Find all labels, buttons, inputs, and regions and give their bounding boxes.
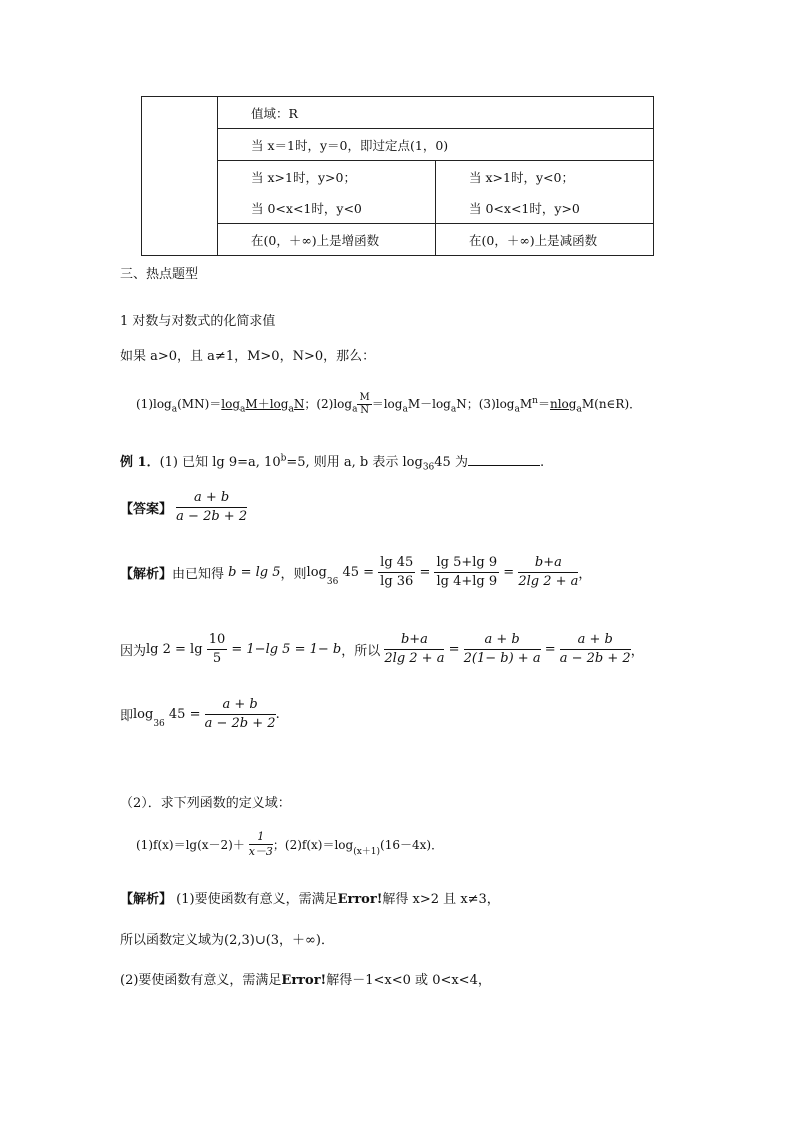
frac-lg5lg9: $\frac{\lg 5+\lg 9}{\lg 4+\lg 9}$	[436, 555, 498, 589]
part2-functions: (1)f(x)＝lg(x－2)＋ $\frac{1}{x-3}$ ；$(2)f(x)=\log_{(x+1)}(16-4x)$．	[136, 830, 444, 858]
log-rules-line: $(1)\log_a(MN)=\log_aM+\log_aN$；$(2)\log_a$ $\frac{M}{N}$ $=\log_aM-\log_aN$；$(3)\log_aM^n=nlog_aM(n\in R)$．	[136, 392, 642, 416]
error-field: Error!	[337, 892, 383, 907]
rule2-prefix: ；(2)log	[304, 397, 353, 411]
frac-b: $\frac{a + b}{2(1- b) + a}$	[463, 632, 541, 666]
range-row: 值域：R	[218, 97, 654, 129]
answer-line	[120, 489, 247, 526]
fixed-point-row: 当 x＝1时，y＝0，即过定点(1，0)	[218, 129, 654, 161]
section-title: 三、热点题型	[120, 267, 199, 282]
example1-line: 例 1．(1) 已知 lg 9=a, $10^b=5$, 则用 a, b 表示 $\log_{36}45$ 为 .	[120, 453, 545, 473]
analysis-label-2: 【解析】	[120, 892, 173, 907]
topic-title: 1 对数与对数式的化简求值	[120, 314, 276, 329]
log-properties-table	[141, 96, 654, 256]
analysis4-line: 【解析】 (1)要使函数有意义，需满足Error!解得 x>2 且 x≠3，	[120, 892, 500, 907]
right-monotonic: 在(0，＋∞)上是减函数	[436, 224, 654, 256]
left-sign-1: 当 x>1时，y>0；	[218, 161, 436, 193]
condition-text: 如果 a>0，且 a≠1，M>0，N>0，那么：	[120, 349, 376, 364]
table-label-cell	[142, 97, 218, 256]
rule1-base: a	[171, 404, 178, 415]
error-field-2: Error!	[281, 973, 327, 988]
rule1-arg: (MN)＝	[177, 397, 222, 411]
analysis-label: 【解析】	[120, 567, 173, 582]
left-monotonic: 在(0，＋∞)上是增函数	[218, 224, 436, 256]
frac-c: $\frac{a + b}{a - 2b + 2}$	[559, 632, 631, 666]
analysis5-line: (2)要使函数有意义，需满足Error!解得－1<x<0 或 0<x<4，	[120, 973, 491, 988]
rule2-eq: ＝log	[371, 397, 403, 411]
right-sign-1: 当 x>1时，y<0；	[436, 161, 654, 193]
frac-final: $\frac{a + b}{a - 2b + 2}$	[204, 697, 276, 731]
frac-a: $\frac{b+a}{2\lg 2 + a}$	[384, 632, 445, 666]
analysis3-line: 即$\log_{36} 45$ = $\frac{a + b}{a - 2b + 2}$ .	[120, 697, 280, 731]
domain-line: 所以函数定义域为(2,3)∪(3，＋∞)．	[120, 933, 334, 948]
rule2-fraction: $\frac{M}{N}$	[359, 392, 370, 416]
analysis2-line: 因为lg 2 = lg $\frac{10}{5}$ = 1−lg 5 = 1− b，所以 $\frac{b+a}{2\lg 2 + a}$ = $\frac{a + b}{2(1- b) + a}$ = $\frac{a + b}{a - 2b + 2}$ ，	[120, 632, 644, 666]
example1-label: 例 1．	[120, 455, 160, 470]
part2-title: （2）．求下列函数的定义域：	[120, 796, 291, 811]
frac-1-x-3: $\frac{1}{x-3}$	[248, 830, 273, 858]
rule3-prefix: ；(3)log	[466, 397, 515, 411]
frac-lg45-lg36: $\frac{\lg 45}{\lg 36}$	[380, 555, 414, 589]
left-sign-2: 当 0<x<1时，y<0	[218, 192, 436, 224]
frac-ba: $\frac{b+a}{2\lg 2 + a}$	[518, 555, 579, 589]
answer-label: 【答案】	[120, 502, 173, 517]
frac-10-5: $\frac{10}{5}$	[208, 632, 226, 666]
answer-blank	[468, 453, 540, 466]
right-sign-2: 当 0<x<1时，y>0	[436, 192, 654, 224]
answer-fraction: $\frac{a + b}{a - 2b + 2}$	[176, 490, 248, 524]
rule1-prefix: (1)log	[136, 397, 172, 411]
rule3-answer: nlog	[549, 397, 577, 411]
rule1-answer: $\log_aM+\log_aN$	[221, 397, 305, 415]
analysis1-line: 【解析】由已知得 b = lg 5，则$\log_{36} 45$ = $\frac{\lg 45}{\lg 36}$ = $\frac{\lg 5+\lg 9}{\lg 4+\lg 9}$ = $\frac{b+a}{2\lg 2 + a}$ ，	[120, 555, 592, 589]
